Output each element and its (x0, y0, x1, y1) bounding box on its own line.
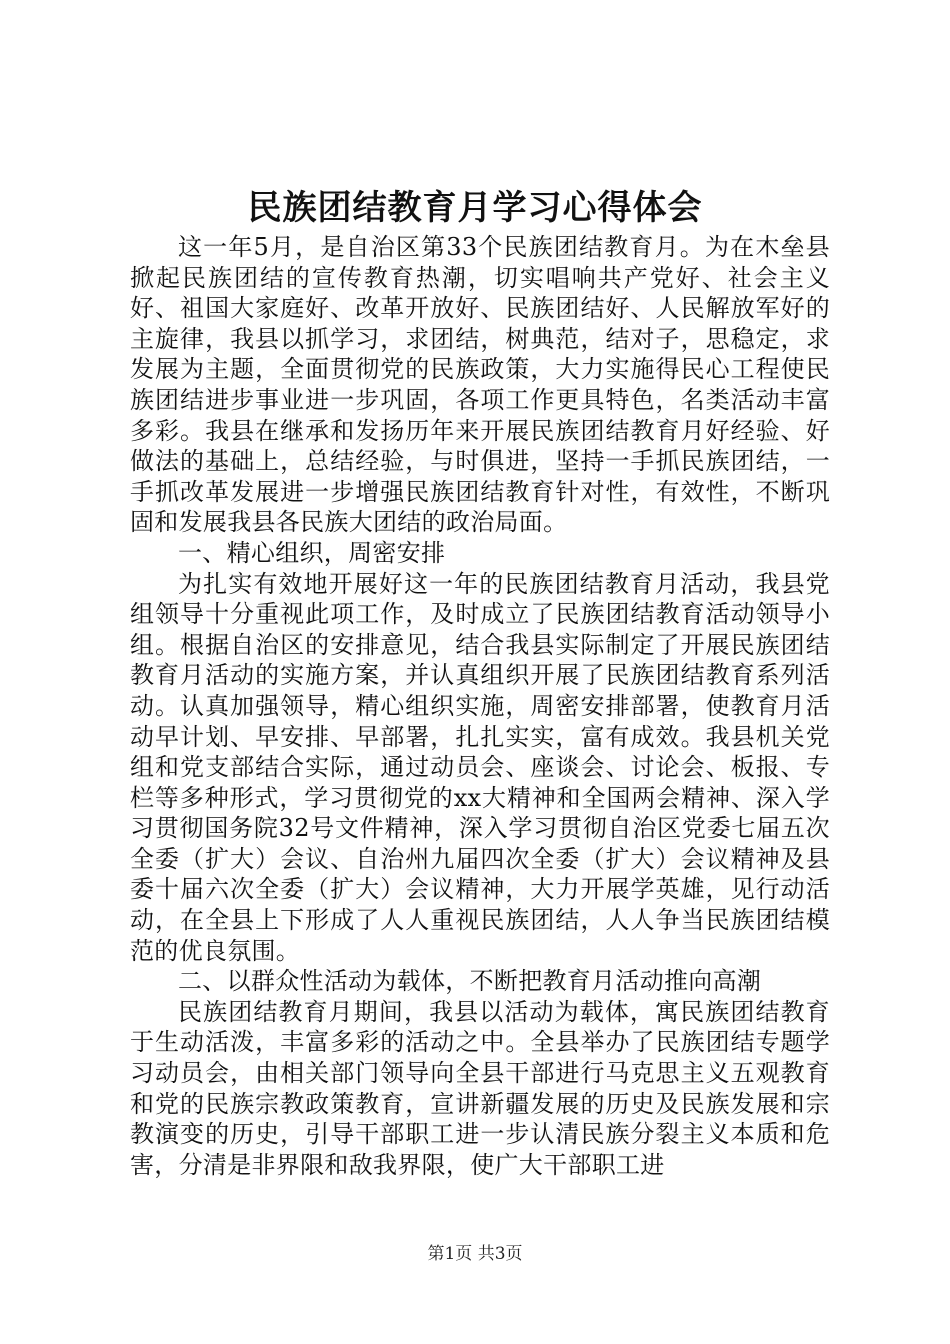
document-title: 民族团结教育月学习心得体会 (247, 188, 703, 228)
document-body (130, 232, 830, 1180)
paragraph-section-2: 民族团结教育月期间，我县以活动为载体，寓民族团结教育于生动活泼，丰富多彩的活动之中。全县举办了民族团结专题学习动员会，由相关部门领导向全县干部进行马克思主义五观教育和党的民族宗教政策教育，宣讲新疆发展的历史及民族发展和宗教演变的历史，引导干部职工进一步认清民族分裂主义本质和危害，分清是非界限和敌我界限，使广大干部职工进 (130, 997, 830, 1179)
paragraph-section-1: 为扎实有效地开展好这一年的民族团结教育月活动，我县党组领导十分重视此项工作，及时成立了民族团结教育活动领导小组。根据自治区的安排意见，结合我县实际制定了开展民族团结教育月活动的实施方案，并认真组织开展了民族团结教育系列活动。认真加强领导，精心组织实施，周密安排部署，使教育月活动早计划、早安排、早部署，扎扎实实，富有成效。我县机关党组和党支部结合实际，通过动员会、座谈会、讨论会、板报、专栏等多种形式，学习贯彻党的xx大精神和全国两会精神、深入学习贯彻国务院32号文件精神，深入学习贯彻自治区党委七届五次全委（扩大）会议、自治州九届四次全委（扩大）会议精神及县委十届六次全委（扩大）会议精神，大力开展学英雄，见行动活动，在全县上下形成了人人重视民族团结，人人争当民族团结模范的优良氛围。 (130, 569, 830, 965)
section-heading-1: 一、精心组织，周密安排 (178, 538, 446, 567)
section-heading-2: 二、以群众性活动为载体，不断把教育月活动推向高潮 (178, 967, 762, 996)
paragraph-intro: 这一年5月，是自治区第33个民族团结教育月。为在木垒县掀起民族团结的宣传教育热潮，切实唱响共产党好、社会主义好、祖国大家庭好、改革开放好、民族团结好、人民解放军好的主旋律，我县以抓学习，求团结，树典范，结对子，思稳定，求发展为主题，全面贯彻党的民族政策，大力实施得民心工程使民族团结进步事业进一步巩固，各项工作更具特色，名类活动丰富多彩。我县在继承和发扬历年来开展民族团结教育月好经验、好做法的基础上，总结经验，与时俱进，坚持一手抓民族团结，一手抓改革发展进一步增强民族团结教育针对性，有效性，不断巩固和发展我县各民族大团结的政治局面。 (130, 233, 830, 537)
page-footer: 第1页 共3页 (427, 1244, 523, 1264)
